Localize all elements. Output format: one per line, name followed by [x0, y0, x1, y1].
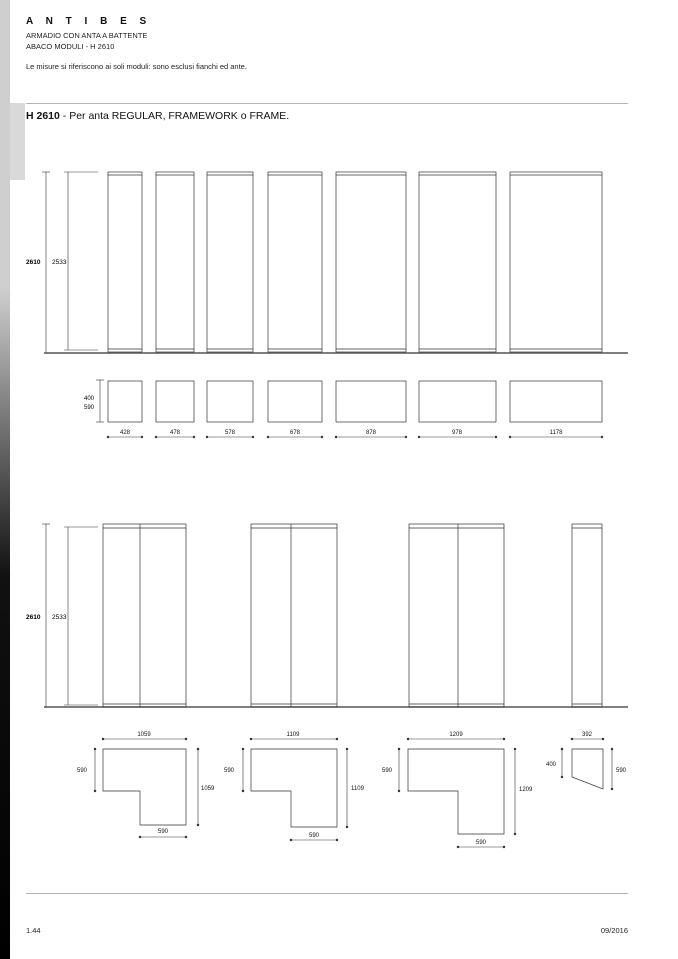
- section-text: - Per anta REGULAR, FRAMEWORK o FRAME.: [59, 110, 290, 122]
- width-label-478: 478: [169, 430, 181, 436]
- end-module-labels: [546, 732, 627, 774]
- corner-elevations: [103, 524, 602, 707]
- corner2-bottom-label: 590: [308, 833, 320, 839]
- measurement-note: Le misure si riferiscono ai soli moduli: sono esclusi fianchi ed ante.: [26, 62, 247, 71]
- end-top-label: 392: [581, 732, 593, 738]
- footer-divider: [26, 893, 628, 894]
- corner-plan-1: [94, 738, 199, 838]
- subtitle-product: ARMADIO CON ANTA A BATTENTE: [26, 31, 148, 40]
- corner1-right-label: 1059: [201, 786, 215, 792]
- brand-title: A N T I B E S: [26, 16, 152, 27]
- corner2-top-label: 1109: [286, 732, 300, 738]
- corner1-left-label: 590: [77, 768, 88, 774]
- corner-plan-1-labels: [77, 732, 215, 835]
- elevation-dimension-bottom: [42, 524, 98, 707]
- width-labels: [120, 430, 563, 436]
- depth-dimension: [96, 380, 104, 422]
- depth-label-400: 400: [84, 396, 95, 402]
- corner3-bottom-label: 590: [475, 840, 487, 846]
- corner2-left-label: 590: [224, 768, 235, 774]
- width-label-678: 678: [289, 430, 301, 436]
- label-2610-top: 2610: [26, 259, 41, 266]
- corner1-bottom-label: 590: [157, 829, 169, 835]
- corner-plan-3: [398, 738, 516, 848]
- width-label-878: 878: [365, 430, 377, 436]
- corner1-top-label: 1059: [137, 732, 151, 738]
- label-2610-bottom: 2610: [26, 614, 41, 621]
- width-label-1178: 1178: [549, 430, 563, 436]
- section-code: H 2610: [26, 110, 60, 122]
- page-number: 1.44: [26, 926, 41, 935]
- module-plans: [108, 381, 602, 422]
- depth-label-590: 590: [84, 405, 95, 411]
- width-label-978: 978: [451, 430, 463, 436]
- subtitle-abacus: ABACO MODULI - H 2610: [26, 42, 115, 51]
- label-2533-bottom: 2533: [52, 614, 67, 621]
- edition-date: 09/2016: [600, 926, 628, 935]
- corner3-left-label: 590: [382, 768, 393, 774]
- corner2-right-label: 1109: [351, 786, 364, 792]
- width-label-428: 428: [119, 430, 131, 436]
- corner-plan-2: [242, 738, 348, 841]
- label-2533-top: 2533: [52, 259, 67, 266]
- corner3-top-label: 1209: [449, 732, 463, 738]
- corner3-right-label: 1209: [519, 787, 533, 793]
- module-elevations-top: [108, 172, 602, 352]
- width-dimension-lines: [107, 436, 603, 438]
- end-module-plan: [561, 738, 613, 790]
- width-label-578: 578: [224, 430, 236, 436]
- end-right-label: 590: [616, 768, 627, 774]
- end-left-label: 400: [546, 762, 557, 768]
- elevation-dimension-top: [42, 172, 98, 353]
- corner-plan-2-labels: [224, 732, 365, 839]
